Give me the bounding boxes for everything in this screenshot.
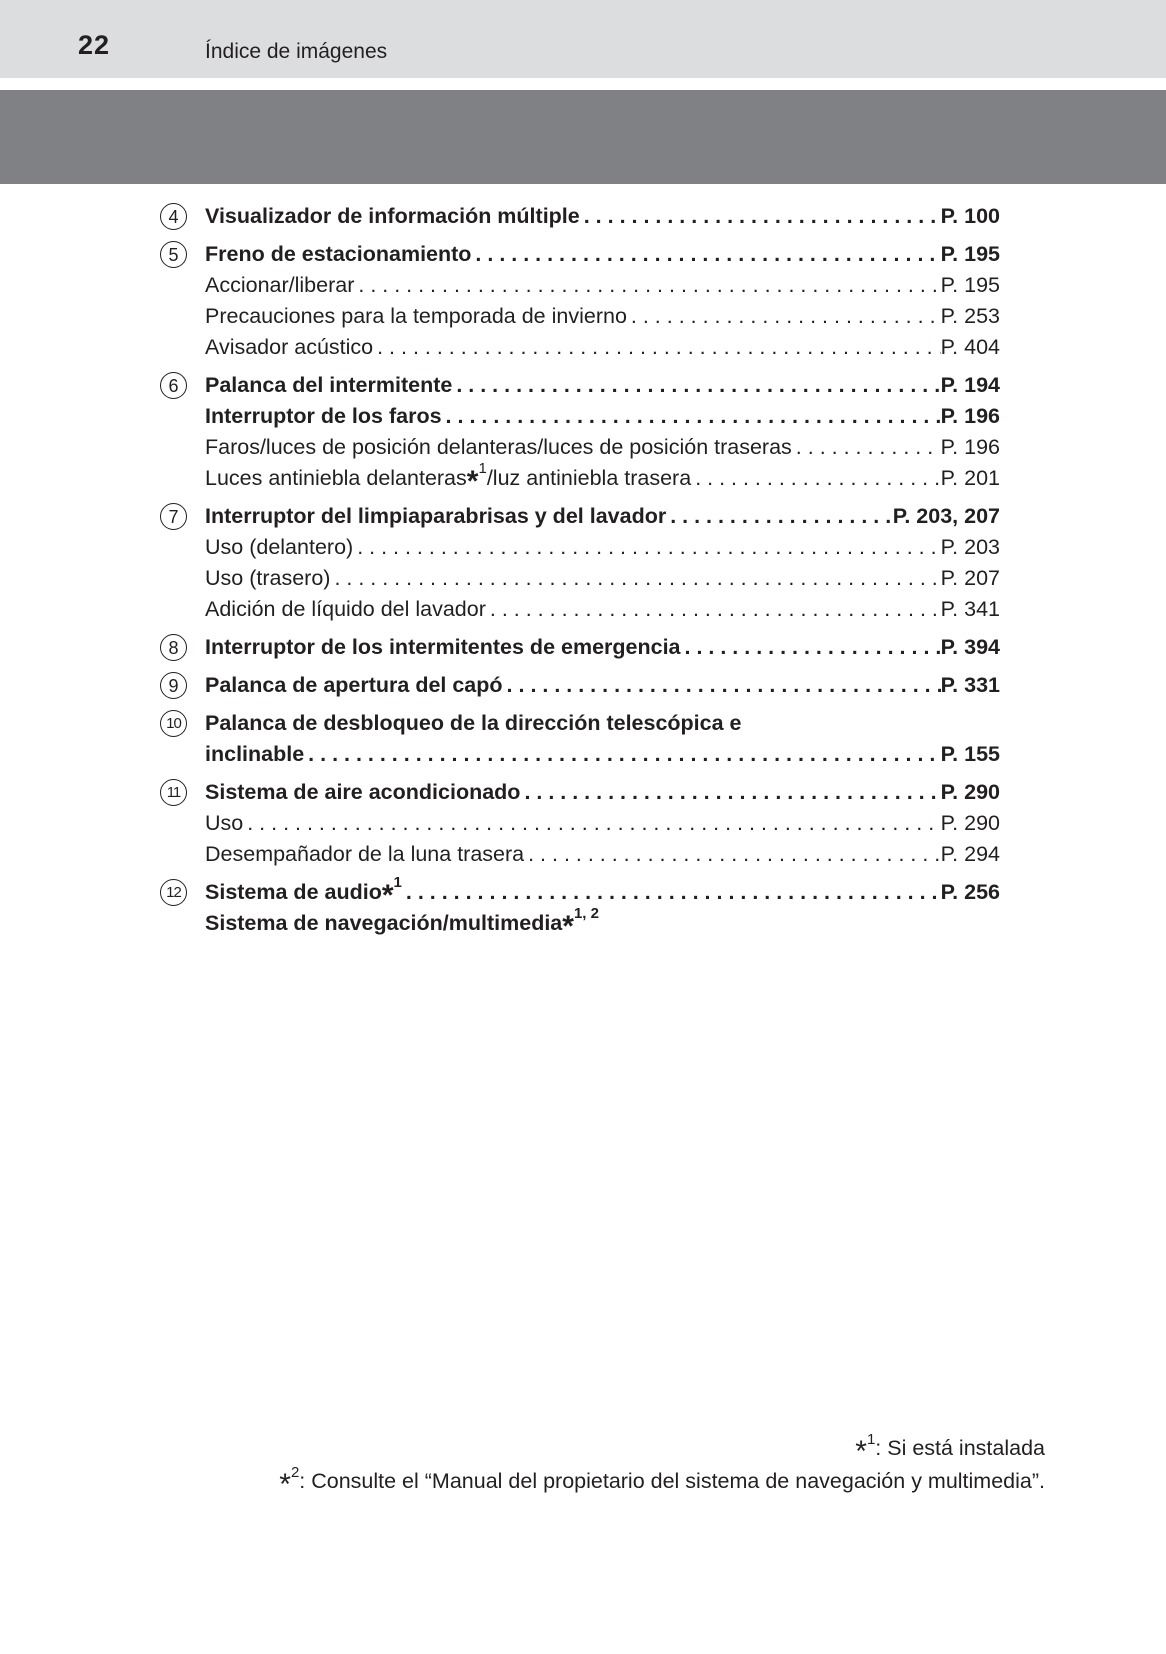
footnote-mark: * — [562, 910, 574, 943]
header-divider — [0, 78, 1166, 90]
callout-number: 5 — [160, 241, 187, 268]
index-label: Palanca de desbloqueo de la dirección telescópica e — [205, 711, 742, 735]
index-line[interactable] — [160, 874, 1000, 912]
page-reference[interactable]: P. 203, 207 — [892, 504, 1000, 528]
footnote-mark: * — [855, 1435, 867, 1468]
callout-number: 9 — [160, 672, 187, 699]
index-label: Uso (delantero) — [205, 535, 354, 559]
index-line[interactable] — [160, 632, 1000, 663]
callout-number: 4 — [160, 203, 187, 230]
index-line[interactable] — [160, 332, 1000, 363]
index-label: Avisador acústico — [205, 335, 374, 359]
index-label: Precauciones para la temporada de invierno — [205, 304, 627, 328]
page-reference[interactable]: P. 195 — [940, 273, 1000, 297]
dot-leader — [681, 632, 941, 663]
index-label: inclinable — [205, 742, 305, 766]
page-reference[interactable]: P. 290 — [940, 780, 1000, 804]
index-line[interactable] — [160, 401, 1000, 432]
page-reference[interactable]: P. 331 — [940, 673, 1000, 697]
index-label: Visualizador de información múltiple — [205, 204, 580, 228]
page-reference[interactable]: P. 341 — [940, 597, 1000, 621]
index-label: Interruptor de los intermitentes de emergencia — [205, 635, 681, 659]
index-label: Desempañador de la luna trasera — [205, 842, 525, 866]
page-reference[interactable]: P. 253 — [940, 304, 1000, 328]
index-entry — [160, 670, 1000, 701]
index-label: Palanca del intermitente — [205, 373, 453, 397]
dot-leader — [373, 332, 941, 363]
index-line[interactable] — [160, 270, 1000, 301]
page-reference[interactable]: P. 290 — [940, 811, 1000, 835]
index-line[interactable] — [160, 905, 1000, 943]
footnote-ref: 1, 2 — [573, 905, 599, 922]
dot-leader — [330, 563, 940, 594]
footnote-text: : Consulte el “Manual del propietario del sistema de navegación y multimedia”. — [299, 1469, 1045, 1493]
dot-leader — [402, 877, 941, 908]
index-line[interactable] — [160, 432, 1000, 463]
dot-leader — [442, 401, 941, 432]
page-reference[interactable]: P. 155 — [940, 742, 1000, 766]
dot-leader — [486, 594, 941, 625]
index-label: Sistema de aire acondicionado — [205, 780, 521, 804]
page-reference[interactable]: P. 196 — [940, 435, 1000, 459]
dot-leader — [524, 839, 941, 870]
footnote-ref: 1 — [478, 460, 487, 477]
dot-leader — [503, 670, 941, 701]
index-line[interactable] — [160, 501, 1000, 532]
index-entry — [160, 501, 1000, 625]
dot-leader — [471, 239, 940, 270]
callout-number: 8 — [160, 634, 187, 661]
index-label: Sistema de audio*$^1$ — [205, 874, 402, 912]
index-entry — [160, 201, 1000, 232]
dot-leader — [666, 501, 893, 532]
index-line[interactable] — [160, 239, 1000, 270]
callout-number: 10 — [160, 710, 187, 737]
index-label: Sistema de navegación/multimedia*$^{1, 2}$ — [205, 905, 599, 943]
index-label: Interruptor del limpiaparabrisas y del lavador — [205, 504, 667, 528]
dot-leader — [354, 270, 940, 301]
page-reference[interactable]: P. 294 — [940, 842, 1000, 866]
index-line[interactable] — [160, 460, 1000, 498]
index-entry — [160, 777, 1000, 870]
index-label: Adición de líquido del lavador — [205, 597, 486, 621]
index-label: Uso — [205, 811, 244, 835]
index-label: Uso (trasero) — [205, 566, 331, 590]
dot-leader — [580, 201, 941, 232]
dot-leader — [792, 432, 941, 463]
index-line[interactable] — [160, 739, 1000, 770]
dot-leader — [452, 370, 940, 401]
index-line[interactable] — [160, 370, 1000, 401]
dot-leader — [243, 808, 940, 839]
page-reference[interactable]: P. 100 — [940, 204, 1000, 228]
footnote-mark: * — [466, 465, 479, 498]
index-entry — [160, 708, 1000, 770]
index-line[interactable] — [160, 563, 1000, 594]
index-label: Palanca de apertura del capó — [205, 673, 503, 697]
page-reference[interactable]: P. 201 — [940, 466, 1000, 490]
index-line[interactable] — [160, 708, 1000, 739]
dot-leader — [353, 532, 940, 563]
index-entry — [160, 874, 1000, 943]
header-band — [0, 0, 1166, 78]
index-line[interactable] — [160, 839, 1000, 870]
page-number: 22 — [78, 30, 111, 60]
index-line[interactable] — [160, 777, 1000, 808]
index-entry — [160, 632, 1000, 663]
footnote-number: 2 — [290, 1464, 300, 1481]
page-reference[interactable]: P. 394 — [940, 635, 1000, 659]
footnote-text: : Si está instalada — [875, 1436, 1045, 1460]
picture-index-list — [160, 201, 1000, 943]
page-reference[interactable]: P. 195 — [940, 242, 1000, 266]
index-label: Faros/luces de posición delanteras/luces de posición traseras — [205, 435, 792, 459]
page-reference[interactable]: P. 404 — [940, 335, 1000, 359]
index-label: Freno de estacionamiento — [205, 242, 472, 266]
callout-number: 7 — [160, 503, 187, 530]
page-reference[interactable]: P. 203 — [940, 535, 1000, 559]
dot-leader — [691, 463, 940, 494]
callout-number: 6 — [160, 372, 187, 399]
footnote-ref: 1 — [393, 874, 402, 891]
index-line[interactable] — [160, 808, 1000, 839]
page-title: Índice de imágenes — [205, 40, 388, 63]
index-entry — [160, 239, 1000, 363]
index-line[interactable] — [160, 670, 1000, 701]
index-line[interactable] — [160, 594, 1000, 625]
footnote-mark: * — [381, 879, 394, 912]
index-label: Interruptor de los faros — [205, 404, 442, 428]
index-label: Accionar/liberar — [205, 273, 355, 297]
page-reference[interactable]: P. 196 — [940, 404, 1000, 428]
page-reference[interactable]: P. 256 — [940, 880, 1000, 904]
footnote — [279, 1431, 1045, 1468]
dot-leader — [304, 739, 940, 770]
section-banner — [0, 90, 1166, 184]
footnote — [279, 1464, 1045, 1501]
page-reference[interactable]: P. 194 — [940, 373, 1000, 397]
callout-number: 12 — [160, 879, 187, 906]
footnote-number: 1 — [866, 1431, 876, 1448]
dot-leader — [520, 777, 940, 808]
callout-number: 11 — [160, 779, 187, 806]
footnote-mark: * — [279, 1468, 291, 1501]
index-line[interactable] — [160, 201, 1000, 232]
dot-leader — [627, 301, 941, 332]
index-line[interactable] — [160, 532, 1000, 563]
footnotes — [279, 1431, 1045, 1501]
index-label: Luces antiniebla delanteras*$^1$/luz antiniebla trasera — [205, 460, 692, 498]
index-entry — [160, 370, 1000, 498]
page-reference[interactable]: P. 207 — [940, 566, 1000, 590]
index-line[interactable] — [160, 301, 1000, 332]
